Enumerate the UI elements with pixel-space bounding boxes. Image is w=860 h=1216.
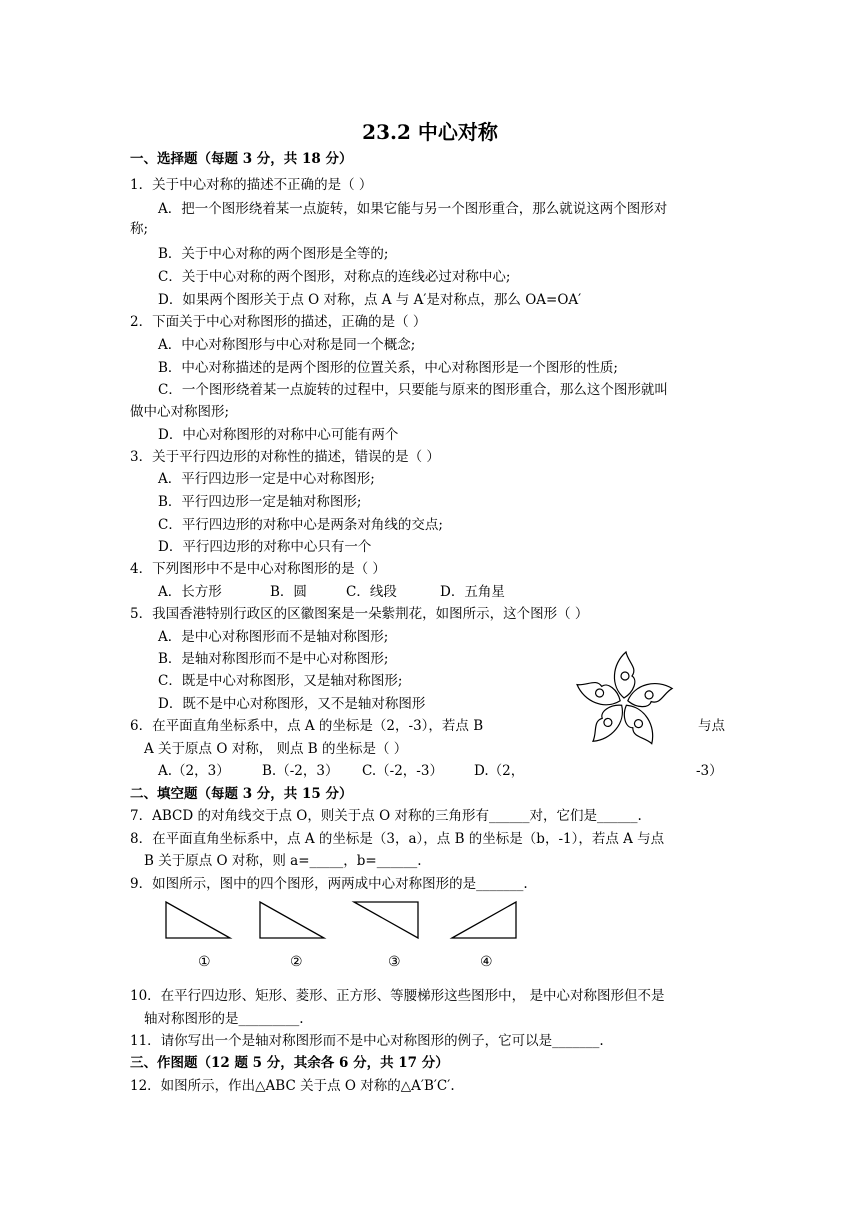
q2-option-d: D．中心对称图形的对称中心可能有两个 [158, 427, 399, 443]
q2-stem: 2．下面关于中心对称图形的描述，正确的是（ ） [130, 314, 427, 330]
section-choice-heading: 一、选择题（每题 3 分，共 18 分） [130, 151, 353, 167]
figure-label-1: ① [198, 954, 211, 970]
q5-option-a: A．是中心对称图形而不是轴对称图形; [158, 629, 389, 645]
q6-option-d: D.（2， [474, 763, 525, 779]
q8-text-cont: B 关于原点 O 对称，则 a=_____，b=______. [144, 853, 422, 869]
q5-option-d: D．既不是中心对称图形，又不是轴对称图形 [158, 696, 426, 712]
q4-option-c: C．线段 [346, 584, 397, 600]
q6-option-b: B.（-2，3） [262, 763, 339, 779]
q3-stem: 3．关于平行四边形的对称性的描述，错误的是（ ） [130, 449, 440, 465]
q1-option-b: B．关于中心对称的两个图形是全等的; [158, 246, 389, 262]
triangle-1 [166, 902, 230, 938]
q7-text: 7．ABCD 的对角线交于点 O，则关于点 O 对称的三角形有______对，它们是______. [130, 808, 642, 824]
figure-label-3: ③ [388, 954, 401, 970]
q4-option-a: A．长方形 [158, 584, 222, 600]
q10-text-cont: 轴对称图形的是_________. [144, 1011, 304, 1027]
q6-option-d-end: -3） [696, 763, 723, 779]
q9-stem: 9．如图所示，图中的四个图形，两两成中心对称图形的是_______. [130, 876, 528, 892]
q4-option-d: D．五角星 [440, 584, 505, 600]
q1-stem: 1．关于中心对称的描述不正确的是（ ） [130, 177, 373, 193]
q5-option-c: C．既是中心对称图形，又是轴对称图形; [158, 673, 403, 689]
q4-stem: 4．下列图形中不是中心对称图形的是（ ） [130, 561, 386, 577]
q2-option-c: C．一个图形绕着某一点旋转的过程中，只要能与原来的图形重合，那么这个图形就叫 [158, 382, 668, 398]
q3-option-b: B．平行四边形一定是轴对称图形; [158, 494, 362, 510]
triangle-4 [452, 902, 516, 938]
q5-option-b: B．是轴对称图形而不是中心对称图形; [158, 651, 389, 667]
q3-option-c: C．平行四边形的对称中心是两条对角线的交点; [158, 517, 443, 533]
q1-option-a: A．把一个图形绕着某一点旋转，如果它能与另一个图形重合，那么就说这两个图形对 [158, 201, 668, 217]
page-title: 23.2 中心对称 [362, 120, 498, 144]
q6-option-a: A.（2，3） [158, 763, 230, 779]
q8-text: 8．在平面直角坐标系中，点 A 的坐标是（3，a），点 B 的坐标是（b，-1），若点 A 与点 [130, 831, 665, 847]
q11-text: 11．请你写出一个是轴对称图形而不是中心对称图形的例子，它可以是_______. [130, 1033, 604, 1049]
q2-option-a: A．中心对称图形与中心对称是同一个概念; [158, 337, 416, 353]
q5-stem: 5．我国香港特别行政区的区徽图案是一朵紫荆花，如图所示，这个图形（ ） [130, 606, 589, 622]
figure-label-4: ④ [480, 954, 493, 970]
q1-option-a-cont: 称; [130, 221, 149, 237]
q4-option-b: B．圆 [270, 584, 307, 600]
triangle-2 [260, 902, 324, 938]
section-fill-heading: 二、填空题（每题 3 分，共 15 分） [130, 786, 353, 802]
triangles-figure [160, 898, 530, 944]
q3-option-a: A．平行四边形一定是中心对称图形; [158, 471, 375, 487]
q6-stem: 6．在平面直角坐标系中，点 A 的坐标是（2，-3），若点 B [130, 718, 484, 734]
q6-stem-cont: A 关于原点 O 对称， 则点 B 的坐标是（ ） [144, 741, 408, 757]
triangle-3 [354, 902, 418, 938]
q6-stem-end: 与点 [698, 718, 725, 734]
section-drawing-heading: 三、作图题（12 题 5 分，其余各 6 分，共 17 分） [130, 1055, 449, 1071]
figure-label-2: ② [290, 954, 303, 970]
q1-option-d: D．如果两个图形关于点 O 对称，点 A 与 A′是对称点，那么 OA=OA′ [158, 292, 582, 308]
q3-option-d: D．平行四边形的对称中心只有一个 [158, 539, 372, 555]
q2-option-b: B．中心对称描述的是两个图形的位置关系，中心对称图形是一个图形的性质; [158, 360, 618, 376]
petal-1 [614, 652, 634, 698]
bauhinia-flower-figure [574, 648, 674, 756]
petal-4 [586, 699, 630, 748]
q6-option-c: C.（-2，-3） [362, 763, 443, 779]
q12-text: 12．如图所示，作出△ABC 关于点 O 对称的△A′B′C′. [130, 1078, 455, 1094]
q1-option-c: C．关于中心对称的两个图形，对称点的连线必过对称中心; [158, 269, 511, 285]
q10-text: 10．在平行四边形、矩形、菱形、正方形、等腰梯形这些图形中， 是中心对称图形但不是 [130, 988, 665, 1004]
q2-option-c-cont: 做中心对称图形; [130, 404, 230, 420]
